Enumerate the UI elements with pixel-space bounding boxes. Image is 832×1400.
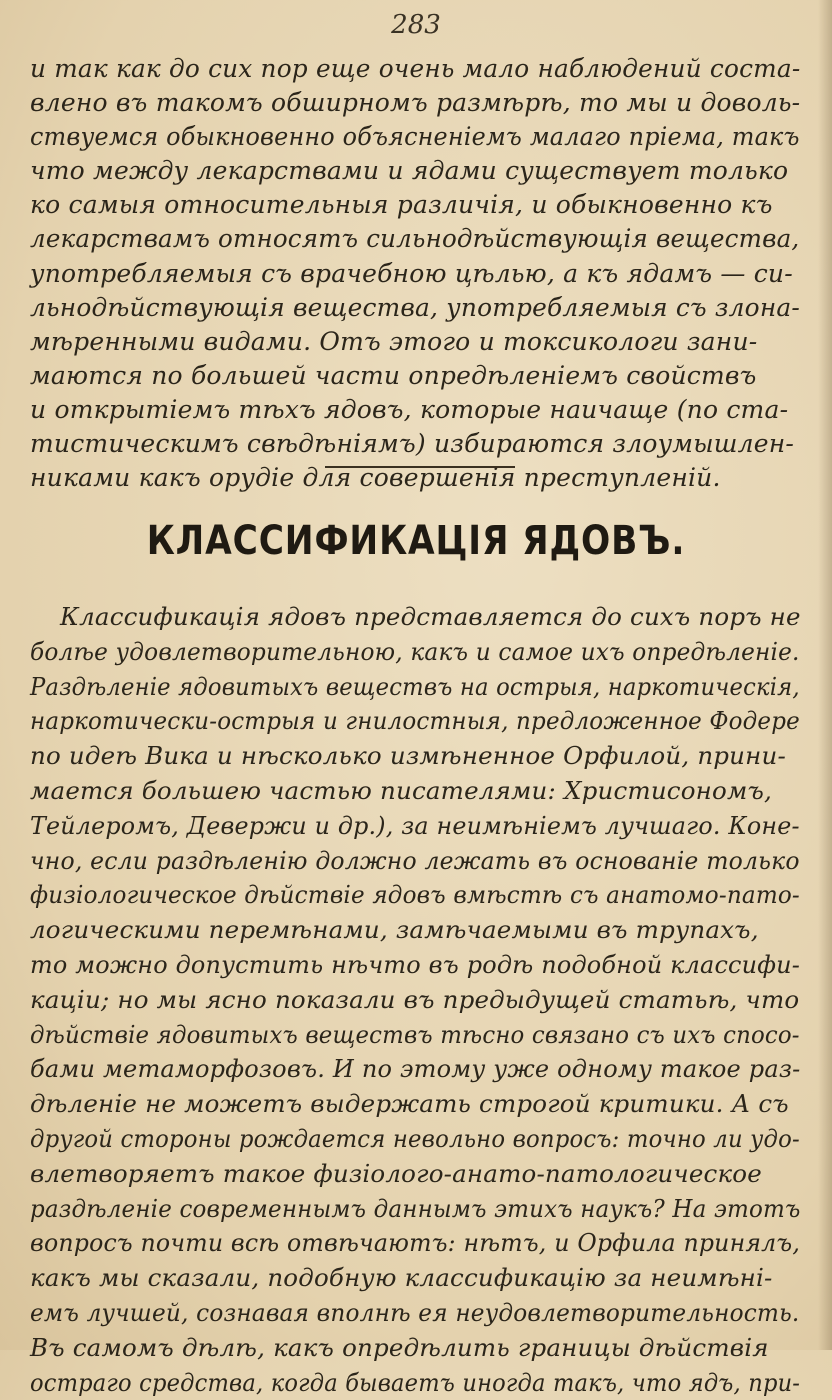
text-line: емъ лучшей, сознавая вполнѣ ея неудовлетворительность. bbox=[30, 1297, 800, 1327]
text-line: дѣленiе не можетъ выдержать строгой критики. А съ bbox=[30, 1089, 789, 1119]
text-line: льнодѣйствующiя вещества, употребляемыя съ злона- bbox=[30, 292, 801, 322]
text-line: дѣйствiе ядовитыхъ веществъ тѣсно связано съ ихъ спосо- bbox=[30, 1019, 800, 1049]
text-line: влетворяетъ такое физiолого-анато-патологическое bbox=[30, 1158, 762, 1188]
text-line: логическими перемѣнами, замѣчаемыми въ трупахъ, bbox=[30, 915, 759, 945]
text-line: употребляемыя съ врачебною цѣлью, а къ ядамъ — си- bbox=[30, 258, 793, 288]
text-line: вопросъ почти всѣ отвѣчаютъ: нѣтъ, и Орфила принялъ, bbox=[30, 1228, 801, 1258]
text-line: Въ самомъ дѣлѣ, какъ опредѣлить границы дѣйствiя bbox=[30, 1332, 769, 1362]
text-line: мается большею частью писателями: Христисономъ, bbox=[30, 775, 772, 805]
text-line: раздѣленiе современнымъ даннымъ этихъ наукъ? На этотъ bbox=[30, 1193, 801, 1223]
text-line: ствуемся обыкновенно объясненiемъ малаго прiема, такъ bbox=[30, 122, 800, 152]
text-line: тистическимъ свѣдѣнiямъ) избираются злоумышлен- bbox=[30, 429, 795, 459]
top-paragraph bbox=[30, 52, 800, 495]
text-line: другой стороны рождается невольно вопросъ: точно ли удо- bbox=[30, 1123, 800, 1153]
text-line: что между лекарствами и ядами существует только bbox=[30, 156, 789, 186]
text-line: влено въ такомъ обширномъ размѣрѣ, то мы и доволь- bbox=[30, 88, 801, 118]
text-line: Раздѣленiе ядовитыхъ веществъ на острыя, наркотическiя, bbox=[30, 671, 800, 701]
text-line: физiологическое дѣйствiе ядовъ вмѣстѣ съ анатомо-пато- bbox=[30, 880, 800, 910]
text-line: Классификацiя ядовъ представляется до сихъ поръ не bbox=[59, 602, 801, 631]
text-line: и открытiемъ тѣхъ ядовъ, которые наичаще (по ста- bbox=[30, 394, 789, 424]
text-line: лекарствамъ относятъ сильнодѣйствующiя вещества, bbox=[30, 224, 800, 254]
text-line: болѣе удовлетворительною, какъ и самое ихъ опредѣленiе. bbox=[30, 636, 800, 666]
text-line: остраго средства, когда бываетъ иногда такъ, что ядъ, при- bbox=[30, 1367, 801, 1397]
text-line: кацiи; но мы ясно показали въ предыдущей статьѣ, что bbox=[30, 984, 800, 1014]
text-line: мѣренными видами. Отъ этого и токсикологи зани- bbox=[30, 326, 758, 356]
text-line: и так как до сих пор еще очень мало наблюдений соста- bbox=[30, 54, 801, 83]
page-edge-shadow bbox=[818, 0, 832, 1350]
text-line: чно, если раздѣленiю должно лежать въ основанiе только bbox=[30, 845, 800, 875]
text-line: никами какъ орудiе для совершенiя преступленiй. bbox=[30, 463, 721, 493]
section-heading: КЛАССИФИКАЦIЯ ЯДОВЪ. bbox=[146, 518, 686, 564]
text-line: наркотически-острыя и гнилостныя, предложенное Фодере bbox=[30, 706, 800, 736]
text-line: по идеѣ Вика и нѣсколько измѣненное Орфилой, прини- bbox=[30, 741, 786, 771]
text-line: ко самыя относительныя различiя, и обыкновенно къ bbox=[30, 190, 773, 220]
text-line: маются по большей части опредѣленiемъ свойствъ bbox=[30, 360, 757, 390]
section-divider bbox=[325, 466, 515, 468]
bottom-paragraph bbox=[30, 600, 800, 1400]
text-line: то можно допустить нѣчто въ родѣ подобной классифи- bbox=[30, 949, 801, 979]
text-line: какъ мы сказали, подобную классификацiю за неимѣнi- bbox=[30, 1263, 773, 1293]
page-number: 283 bbox=[391, 10, 441, 40]
text-line: Тейлеромъ, Девержи и др.), за неимѣнiемъ лучшаго. Коне- bbox=[30, 810, 800, 840]
text-line: бами метаморфозовъ. И по этому уже одному такое раз- bbox=[30, 1054, 801, 1084]
